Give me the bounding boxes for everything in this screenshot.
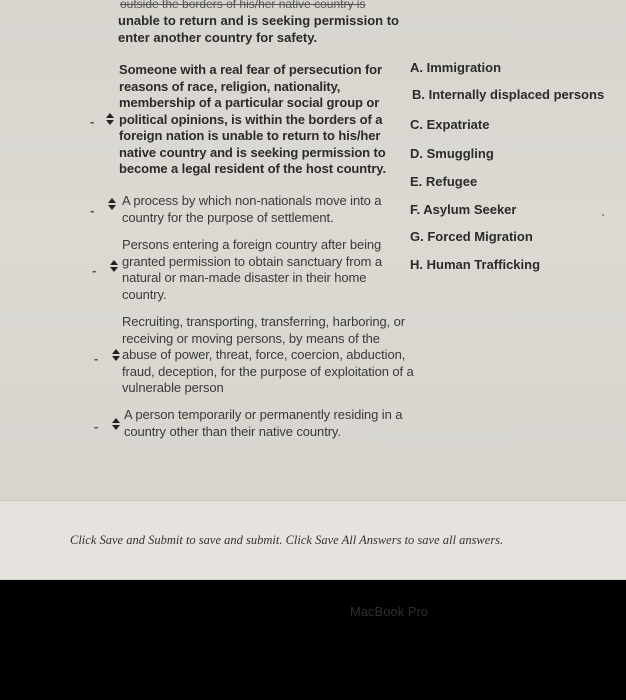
answer-blank-2: - xyxy=(90,203,95,218)
question-4-text: Recruiting, transporting, transferring, harboring, or receiving or moving persons, by means of the abuse of power, threat, force, coercion, abduction, fraud, deception, for the purpose of exploitation of a vulnerable person xyxy=(122,314,414,395)
answer-blank-1: - xyxy=(90,114,95,129)
option-c: C. Expatriate xyxy=(410,117,490,132)
answer-select-2[interactable] xyxy=(108,198,116,212)
answer-select-5[interactable] xyxy=(112,418,120,432)
answer-blank-3: - xyxy=(92,263,97,278)
option-d: D. Smuggling xyxy=(410,146,494,161)
footer-instructions: Click Save and Submit to save and submit. Click Save All Answers to save all answers. xyxy=(70,533,504,547)
option-h: H. Human Trafficking xyxy=(410,257,541,272)
option-b: B. Internally displaced persons xyxy=(412,87,605,102)
answer-blank-4: - xyxy=(94,351,99,366)
answer-select-4[interactable] xyxy=(112,349,120,363)
answer-blank-5: - xyxy=(94,419,99,434)
option-e: E. Refugee xyxy=(410,174,478,189)
answer-select-1[interactable] xyxy=(106,113,114,127)
answer-select-3[interactable] xyxy=(110,260,118,274)
cut-off-text: outside the borders of his/her native country is xyxy=(120,0,366,10)
question-1-text: Someone with a real fear of persecution for reasons of race, religion, nationality, membership of a particular social group or political opinions, is within the borders of a foreign nation is unable to return to his/her native country and is seeking permission to become a legal resident of the host country. xyxy=(119,62,386,176)
previous-question-tail: unable to return and is seeking permission to enter another country for safety. xyxy=(118,13,399,45)
footer-bar xyxy=(0,500,626,579)
option-g: G. Forced Migration xyxy=(410,229,533,244)
question-5-text: A person temporarily or permanently residing in a country other than their native country. xyxy=(124,407,403,439)
question-3-text: Persons entering a foreign country after being granted permission to obtain sanctuary from a natural or man-made disaster in their home country. xyxy=(122,237,382,302)
question-2-text: A process by which non-nationals move into a country for the purpose of settlement. xyxy=(122,193,382,225)
option-f: F. Asylum Seeker xyxy=(410,202,517,217)
option-a: A. Immigration xyxy=(410,60,502,75)
screen-speck xyxy=(602,214,604,216)
bezel-brand-label: MacBook Pro xyxy=(350,604,429,619)
